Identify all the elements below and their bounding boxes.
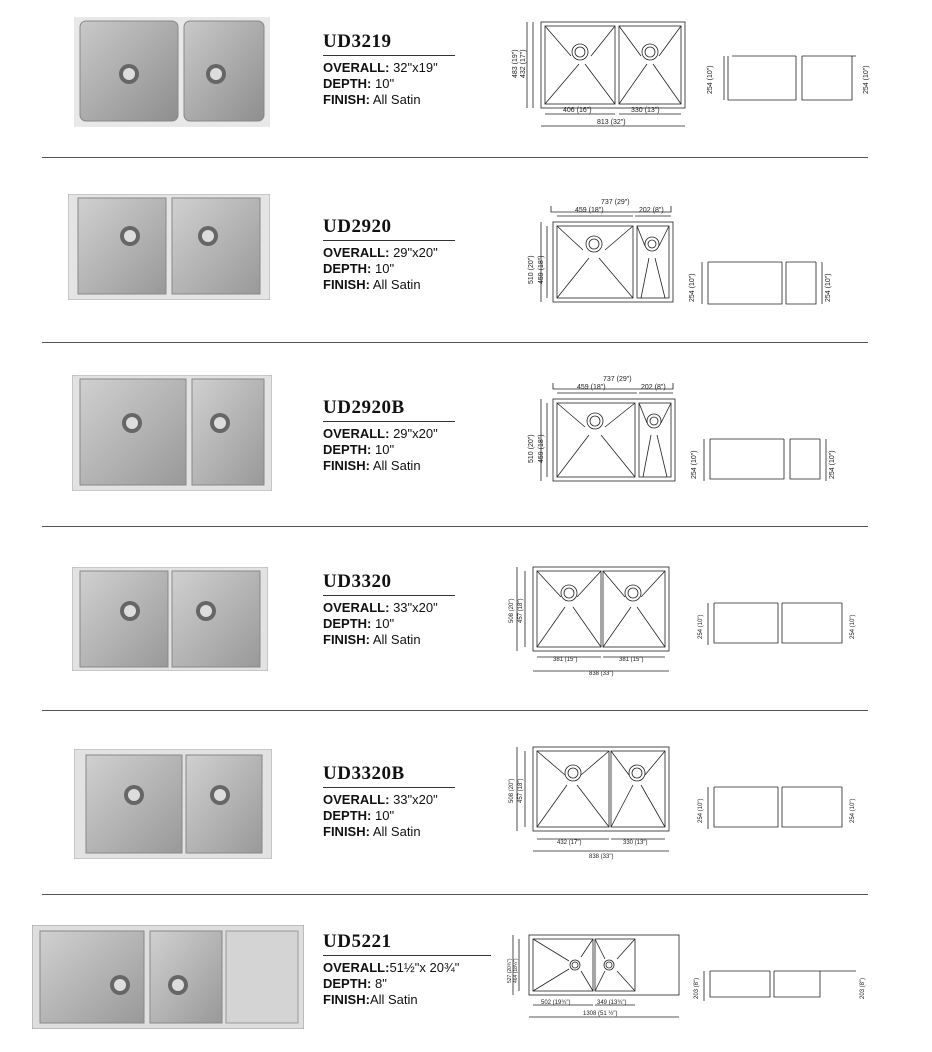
dim-left: 508 (20") [509,778,515,803]
side-profile-drawing [690,783,860,833]
spec-overall: OVERALL: 29"x20" [323,245,438,260]
dim-bowl2: 330 (13") [631,107,660,114]
title-underline [323,955,491,956]
product-info [323,31,455,108]
spec-finish: FINISH: All Satin [323,824,421,839]
dim-side-right: 254 (10") [825,273,832,302]
spec-depth: DEPTH: 10" [323,261,395,276]
spec-finish: FINISH: All Satin [323,632,421,647]
product-row-ud2920 [0,158,932,342]
dim-left-inner: 459 (18") [538,255,545,284]
product-info [323,931,491,1008]
dim-total: 838 (33") [589,854,614,860]
model-number: UD2920 [323,216,392,237]
dim-side-right: 254 (10") [863,65,870,94]
plan-drawing [505,194,680,306]
dim-side-right: 254 (10") [850,798,856,823]
dim-total: 813 (32") [597,119,626,126]
model-number: UD2920B [323,397,405,418]
dim-bowl2: 349 (13¾") [597,1000,627,1006]
sink-photo [32,925,304,1029]
dim-side-left: 254 (10") [691,450,698,479]
spec-finish: FINISH: All Satin [323,458,421,473]
spec-depth: DEPTH: 10" [323,442,395,457]
dim-side-left: 254 (10") [698,614,704,639]
product-info [323,763,455,840]
dim-left-inner: 464 (18¼") [513,958,519,983]
dim-left-inner: 459 (18") [538,434,545,463]
dim-left: 483 (19") [512,49,519,78]
dim-side-left: 254 (10") [707,65,714,94]
spec-depth: DEPTH: 10" [323,808,395,823]
title-underline [323,421,455,422]
dim-side-right: 254 (10") [829,450,836,479]
plan-drawing [505,931,683,1023]
dim-left: 510 (20") [528,255,535,284]
title-underline [323,55,455,56]
dim-left: 527 (20¾") [507,958,513,983]
spec-overall: OVERALL: 32"x19" [323,60,438,75]
dim-left: 510 (20") [528,434,535,463]
sink-photo [72,375,272,491]
dim-bowl2: 202 (8") [639,207,664,214]
title-underline [323,240,455,241]
spec-finish: FINISH: All Satin [323,92,421,107]
product-row-ud3320 [0,527,932,710]
dim-bowl2: 202 (8") [641,384,666,391]
spec-finish: FINISH:All Satin [323,992,418,1007]
side-profile-drawing [690,599,860,649]
dim-top: 737 (29") [603,376,632,383]
side-profile-drawing [684,435,844,485]
dim-side-left: 203 (8") [694,977,700,999]
spec-overall: OVERALL: 29"x20" [323,426,438,441]
plan-drawing [505,743,673,861]
model-number: UD3320 [323,571,392,592]
side-profile-drawing [682,258,842,308]
plan-drawing [505,563,673,679]
model-number: UD3320B [323,763,405,784]
dim-left-inner: 457 (18") [518,778,524,803]
dim-total: 1308 (51 ½") [583,1011,618,1017]
product-row-ud5221 [0,895,932,1052]
dim-bowl1: 406 (16") [563,107,592,114]
side-profile-drawing [702,52,882,104]
dim-left-inner: 457 (18") [518,598,524,623]
dim-bowl1: 502 (19¾") [541,1000,571,1006]
dim-side-left: 254 (10") [698,798,704,823]
spec-depth: DEPTH: 8" [323,976,387,991]
product-row-ud3320b [0,711,932,894]
sink-photo [74,749,272,859]
title-underline [323,787,455,788]
sink-photo [74,17,270,127]
product-info [323,216,455,293]
side-profile-drawing [688,967,868,1007]
sink-photo [68,194,270,300]
dim-top: 737 (29") [601,199,630,206]
dim-bowl1: 432 (17") [557,840,582,846]
model-number: UD5221 [323,931,392,952]
dim-bowl2: 330 (13") [623,840,648,846]
dim-side-left: 254 (10") [689,273,696,302]
dim-side-right: 254 (10") [850,614,856,639]
plan-drawing [505,371,680,485]
product-info [323,397,455,474]
title-underline [323,595,455,596]
spec-overall: OVERALL:51½"x 20¾" [323,960,460,975]
dim-side-right: 203 (8") [860,977,866,999]
product-row-ud2920b [0,343,932,526]
dim-total: 838 (33") [589,671,614,677]
model-number: UD3219 [323,31,392,52]
product-info [323,571,455,648]
dim-bowl2: 381 (15") [619,657,644,663]
spec-finish: FINISH: All Satin [323,277,421,292]
dim-bowl1: 459 (18") [577,384,606,391]
product-row-ud3219 [0,0,932,157]
spec-depth: DEPTH: 10" [323,76,395,91]
sink-photo [72,567,268,671]
spec-overall: OVERALL: 33"x20" [323,600,438,615]
spec-depth: DEPTH: 10" [323,616,395,631]
dim-bowl1: 381 (15") [553,657,578,663]
spec-overall: OVERALL: 33"x20" [323,792,438,807]
dim-left: 508 (20") [509,598,515,623]
dim-left-inner: 432 (17") [520,49,527,78]
dim-bowl1: 459 (18") [575,207,604,214]
plan-drawing [505,16,695,136]
